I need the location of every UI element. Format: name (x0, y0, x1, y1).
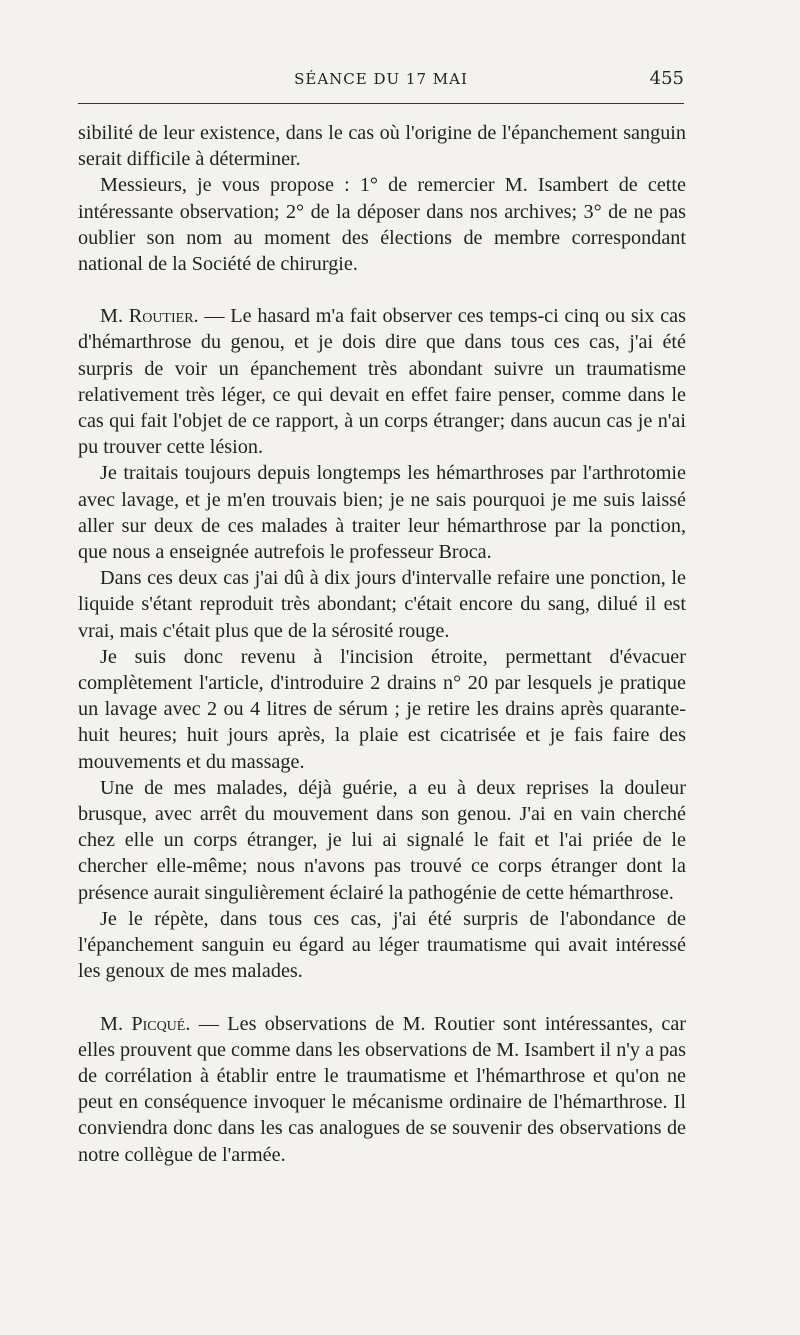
paragraph (78, 303, 686, 460)
paragraph-text: Dans ces deux cas j'ai dû à dix jours d'intervalle refaire une ponction, le liquide s'étant reproduit très abondant; c'était encore du sang, dilué il est vrai, mais c'était plus que de la sérosité rouge. (78, 567, 686, 642)
paragraph-text: sibilité de leur existence, dans le cas où l'origine de l'épanchement sanguin serait difficile à déterminer. (78, 122, 686, 171)
page-number: 455 (649, 68, 684, 89)
paragraph-text: Une de mes malades, déjà guérie, a eu à deux reprises la douleur brusque, avec arrêt du mouvement dans son genou. J'ai en vain cherché chez elle un corps étranger, je lui ai signalé le fait et l'ai priée de le chercher elle-même; nous n'avons pas trouvé ce corps étranger dont la présence aurait singulièrement éclairé la pathogénie de cette hémarthrose. (78, 776, 686, 904)
paragraph-text: — Le hasard m'a fait observer ces temps-ci cinq ou six cas d'hémarthrose du genou, et je dois dire que dans tous ces cas, j'ai été surpris de voir un épanchement très abondant suivre un traumatisme relativement très léger, ce qui devait en effet faire penser, comme dans le cas qui fait l'objet de ce rapport, à un corps étranger; dans aucun cas je n'ai pu trouver cette lésion. (78, 305, 687, 459)
body-text (78, 120, 686, 1168)
header-rule (78, 103, 684, 104)
paragraph-text: Messieurs, je vous propose : 1° de remercier M. Isambert de cette intéressante observation; 2° de la déposer dans nos archives; 3° de ne pas oublier son nom au moment des élections de membre correspondant national de la Société de chirurgie. (78, 174, 686, 276)
paragraph-text: Je traitais toujours depuis longtemps les hémarthroses par l'arthrotomie avec lavage, et je m'en trouvais bien; je ne sais pourquoi je me suis laissé aller sur deux de ces malades à traiter leur hémarthrose par la ponction, que nous a enseignée autrefois le professeur Broca. (78, 462, 686, 564)
page-header (78, 66, 684, 92)
paragraph (78, 460, 686, 565)
paragraph-text: — Les observations de M. Routier sont intéressantes, car elles prouvent que comme dans les observations de M. Isambert il n'y a pas de corrélation à établir entre le traumatisme et l'hémarthrose et qu'on ne peut en conséquence invoquer le mécanisme ordinaire de l'hémarthrose. Il conviendra donc dans les cas analogues de se souvenir des observations de notre collègue de l'armée. (78, 1012, 687, 1166)
paragraph (78, 1011, 686, 1168)
speaker-name: M. Routier. (100, 305, 199, 328)
paragraph (78, 565, 686, 644)
paragraph (78, 775, 686, 906)
paragraph (78, 120, 686, 172)
paragraph (78, 906, 686, 985)
paragraph-text: Je suis donc revenu à l'incision étroite, permettant d'évacuer complètement l'article, d'introduire 2 drains n° 20 par lesquels je pratique un lavage avec 2 ou 4 litres de sérum ; je retire les drains après quarante-huit heures; huit jours après, la plaie est cicatrisée et je fais faire des mouvements et du massage. (78, 645, 686, 773)
paragraph (78, 644, 686, 775)
paragraph (78, 172, 686, 277)
speaker-name: M. Picqué. (100, 1012, 191, 1035)
running-title: SÉANCE DU 17 MAI (294, 70, 468, 88)
paragraph-text: Je le répète, dans tous ces cas, j'ai été surpris de l'abondance de l'épanchement sanguin eu égard au léger traumatisme qui avait intéressé les genoux de mes malades. (78, 907, 686, 983)
